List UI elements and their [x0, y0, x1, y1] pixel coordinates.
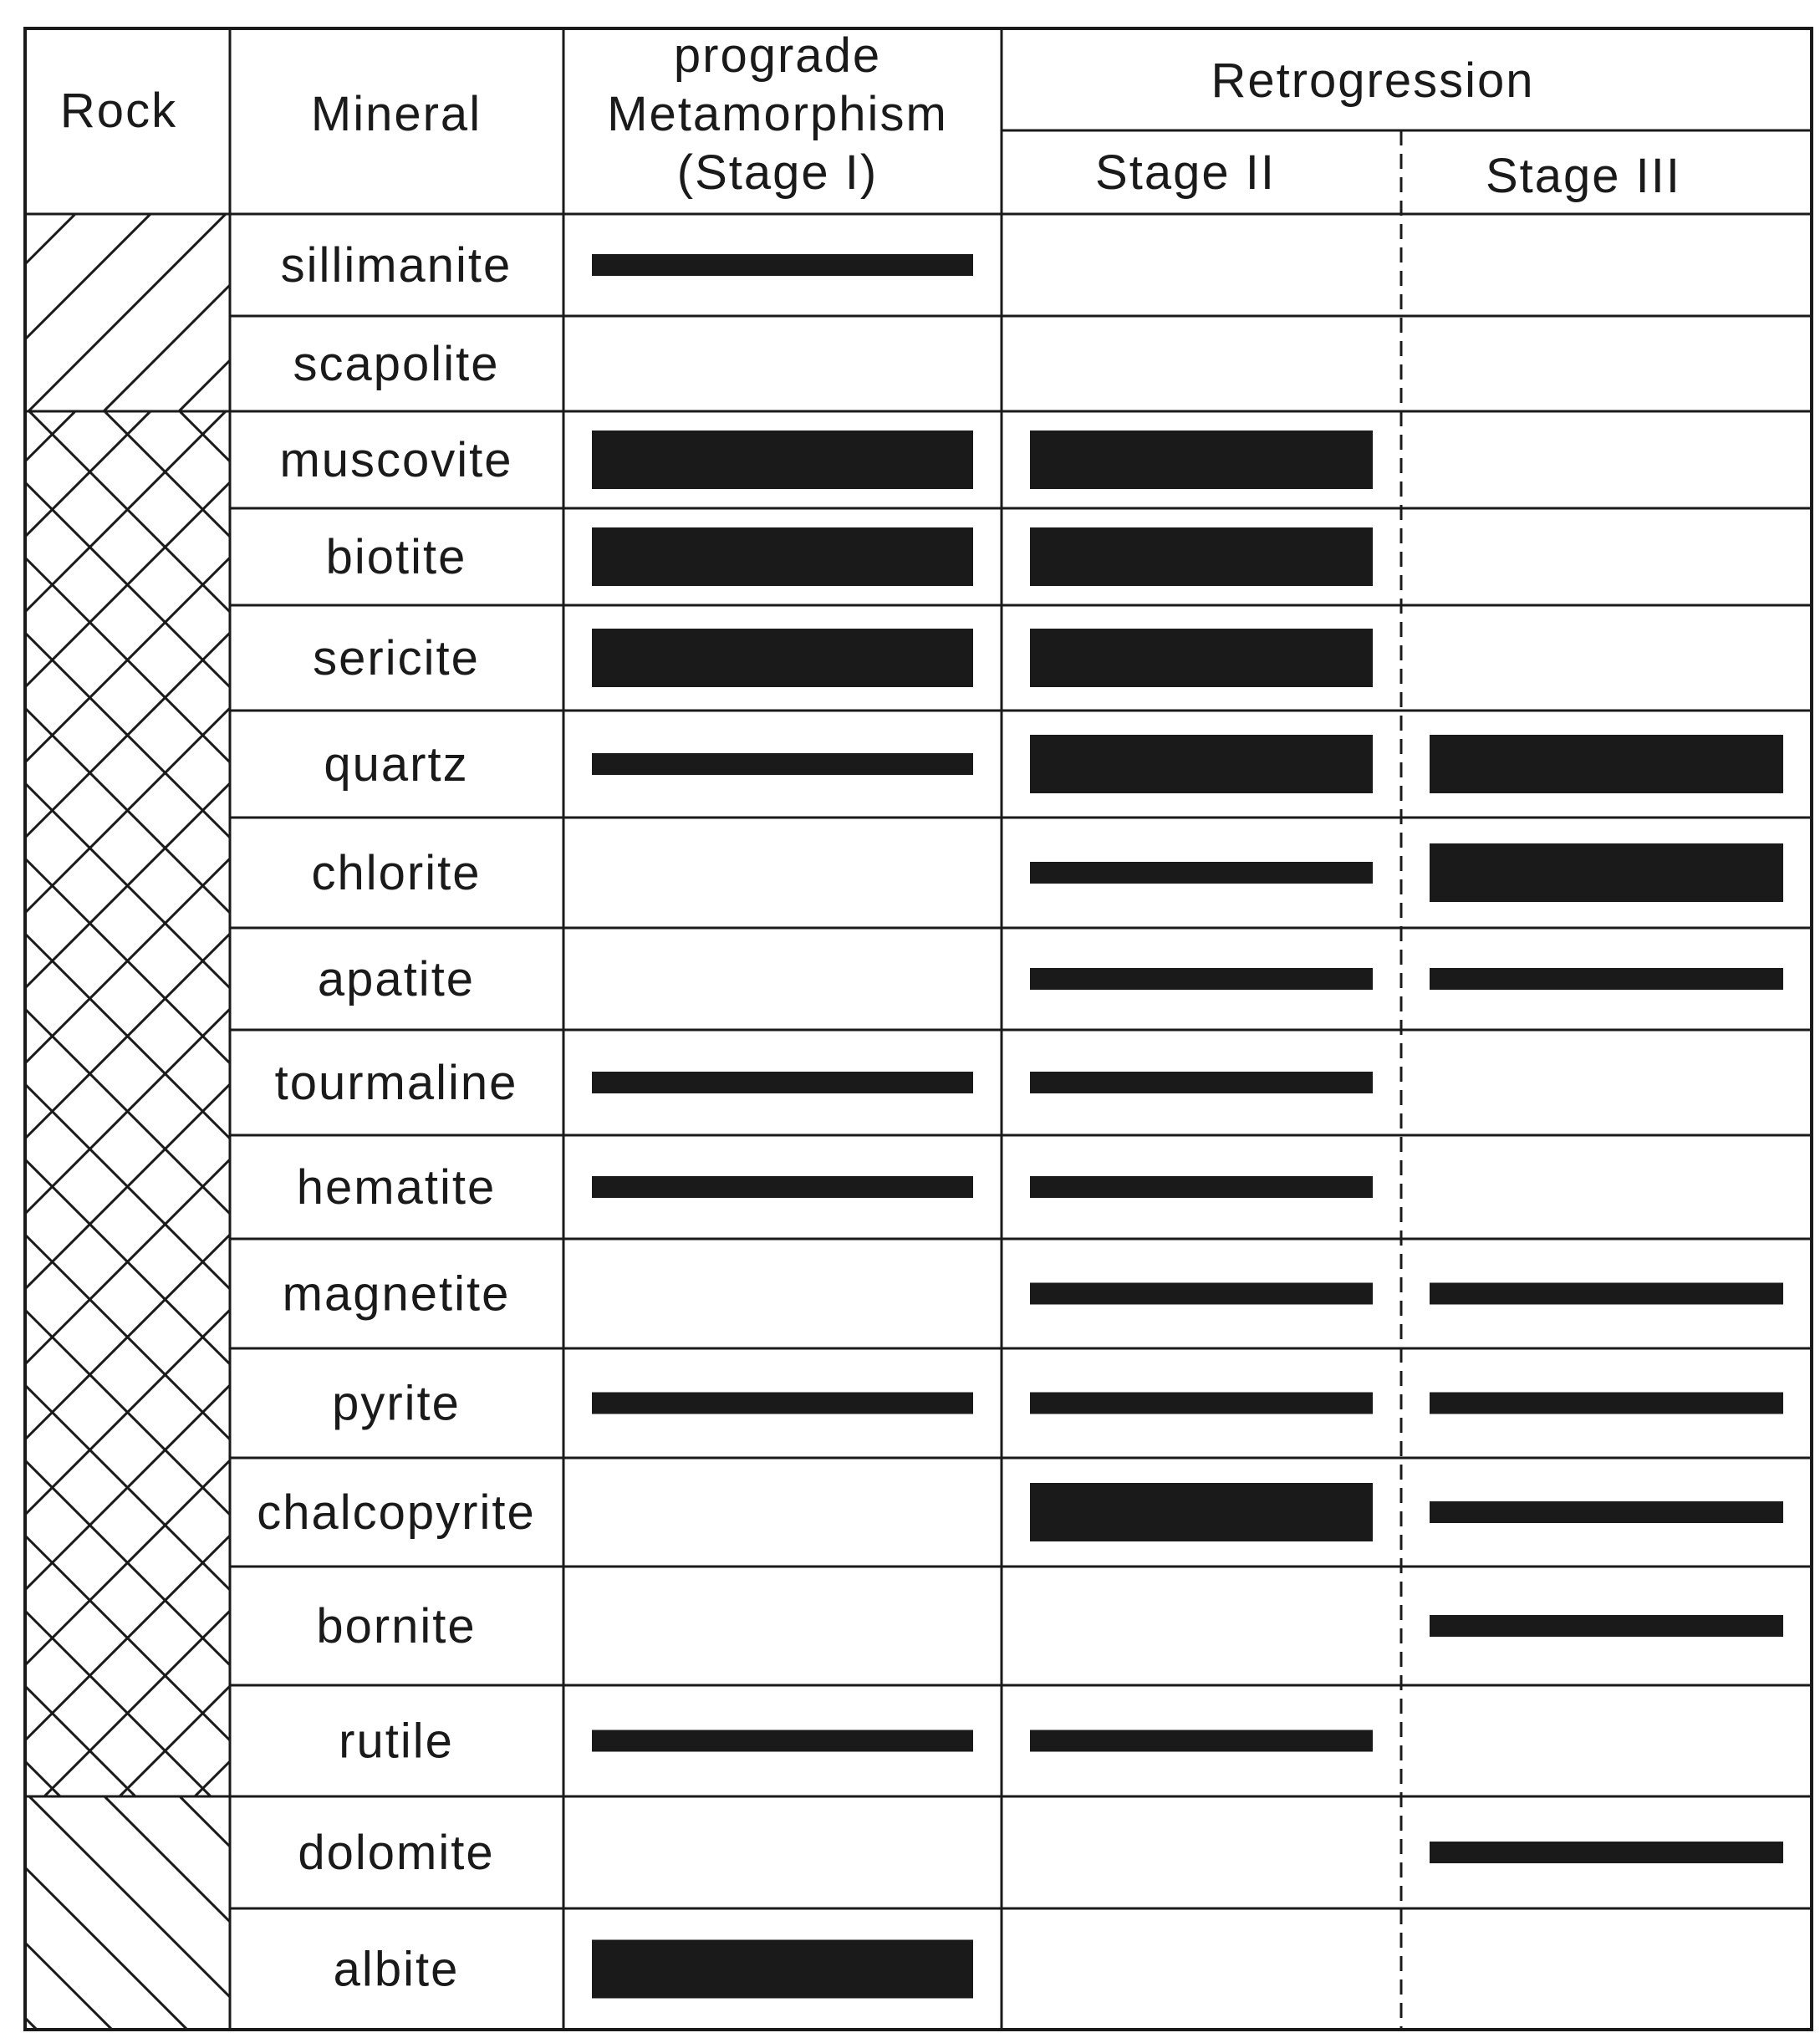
- cross-hatch-line: [25, 1987, 230, 2043]
- bar-biotite-stage2: [1030, 527, 1373, 586]
- cross-hatch-line: [25, 181, 230, 386]
- hatch-line: [25, 360, 230, 565]
- bar-muscovite-stage2: [1030, 431, 1373, 489]
- mineral-name-rutile: rutile: [339, 1714, 454, 1769]
- hatch-line: [25, 586, 230, 791]
- prograde-header-line1: prograde: [673, 28, 882, 83]
- bar-sericite-stage1: [592, 629, 973, 687]
- hatch-line: [25, 1416, 230, 1621]
- hatch-line: [25, 1341, 230, 1546]
- mineral-header: Mineral: [310, 87, 482, 141]
- cross-hatch-line: [25, 1987, 230, 2043]
- bar-pyrite-stage3: [1430, 1393, 1783, 1414]
- hatch-line: [25, 661, 230, 866]
- bar-apatite-stage3: [1430, 968, 1783, 990]
- hatch-line: [25, 1567, 230, 1771]
- bar-sericite-stage2: [1030, 629, 1373, 687]
- mineral-name-apatite: apatite: [317, 952, 476, 1006]
- bar-pyrite-stage1: [592, 1393, 973, 1414]
- mineral-name-chalcopyrite: chalcopyrite: [257, 1485, 536, 1540]
- mineral-name-bornite: bornite: [316, 1599, 477, 1653]
- mineral-name-scapolite: scapolite: [293, 337, 500, 391]
- rock-header: Rock: [59, 84, 178, 138]
- cross-hatch-line: [25, 1837, 230, 2041]
- mineral-name-dolomite: dolomite: [298, 1826, 495, 1880]
- bar-magnetite-stage2: [1030, 1283, 1373, 1305]
- bar-tourmaline-stage2: [1030, 1072, 1373, 1093]
- table-header: [60, 28, 1681, 203]
- mineral-name-magnetite: magnetite: [282, 1266, 511, 1322]
- mineral-name-sillimanite: sillimanite: [280, 238, 512, 293]
- cross-hatch-line: [25, 1912, 230, 2043]
- bar-tourmaline-stage1: [592, 1072, 973, 1093]
- cross-hatch-line: [25, 1837, 230, 2041]
- bar-quartz-stage2: [1030, 735, 1373, 793]
- prograde-header-line2: Metamorphism: [607, 87, 948, 141]
- hatch-line: [25, 0, 230, 38]
- hatch-line: [25, 1717, 230, 1922]
- mineral-name-albite: albite: [333, 1942, 460, 1997]
- bar-magnetite-stage3: [1430, 1283, 1783, 1305]
- bar-dolomite-stage3: [1430, 1842, 1783, 1863]
- bar-chalcopyrite-stage3: [1430, 1501, 1783, 1523]
- mineral-name-tourmaline: tourmaline: [274, 1056, 518, 1110]
- bar-rutile-stage2: [1030, 1730, 1373, 1752]
- bar-chalcopyrite-stage2: [1030, 1483, 1373, 1541]
- cross-hatch-line: [25, 181, 230, 386]
- bar-hematite-stage2: [1030, 1176, 1373, 1198]
- retrogression-header: Retrogression: [1211, 53, 1535, 108]
- mineral-name-sericite: sericite: [313, 631, 480, 685]
- bar-apatite-stage2: [1030, 968, 1373, 990]
- bar-hematite-stage1: [592, 1176, 973, 1198]
- bar-rutile-stage1: [592, 1730, 973, 1752]
- bar-sillimanite-stage1: [592, 254, 973, 276]
- stage3-header: Stage III: [1485, 149, 1682, 203]
- bar-chlorite-stage3: [1430, 843, 1783, 902]
- cross-hatch-line: [25, 1912, 230, 2043]
- bar-chlorite-stage2: [1030, 862, 1373, 884]
- hatch-line: [25, 511, 230, 716]
- hatch-line: [25, 436, 230, 640]
- mineral-name-quartz: quartz: [324, 737, 469, 792]
- mineral-labels: [257, 238, 535, 1997]
- mineral-name-pyrite: pyrite: [332, 1376, 461, 1431]
- bar-pyrite-stage2: [1030, 1393, 1373, 1414]
- hatch-line: [25, 210, 230, 415]
- bar-bornite-stage3: [1430, 1615, 1783, 1637]
- rock-pattern-lower: [25, 1341, 230, 2043]
- hatch-line: [25, 1792, 230, 1997]
- prograde-header-line3: (Stage I): [676, 145, 879, 200]
- stage2-header: Stage II: [1095, 145, 1276, 200]
- bar-muscovite-stage1: [592, 431, 973, 489]
- bar-quartz-stage1: [592, 753, 973, 775]
- hatch-line: [25, 135, 230, 339]
- row-dividers: [230, 316, 1812, 1908]
- bar-albite-stage1: [592, 1940, 973, 1999]
- stage-bars: [592, 254, 1783, 1999]
- bar-biotite-stage1: [592, 527, 973, 586]
- mineral-name-chlorite: chlorite: [311, 846, 482, 900]
- rock-pattern-middle: [25, 0, 230, 2043]
- mineral-name-muscovite: muscovite: [279, 433, 513, 487]
- bar-quartz-stage3: [1430, 735, 1783, 793]
- mineral-name-biotite: biotite: [325, 530, 467, 584]
- hatch-line: [25, 1491, 230, 1696]
- mineral-name-hematite: hematite: [296, 1160, 497, 1215]
- hatch-line: [25, 1642, 230, 1847]
- hatch-line: [25, 285, 230, 490]
